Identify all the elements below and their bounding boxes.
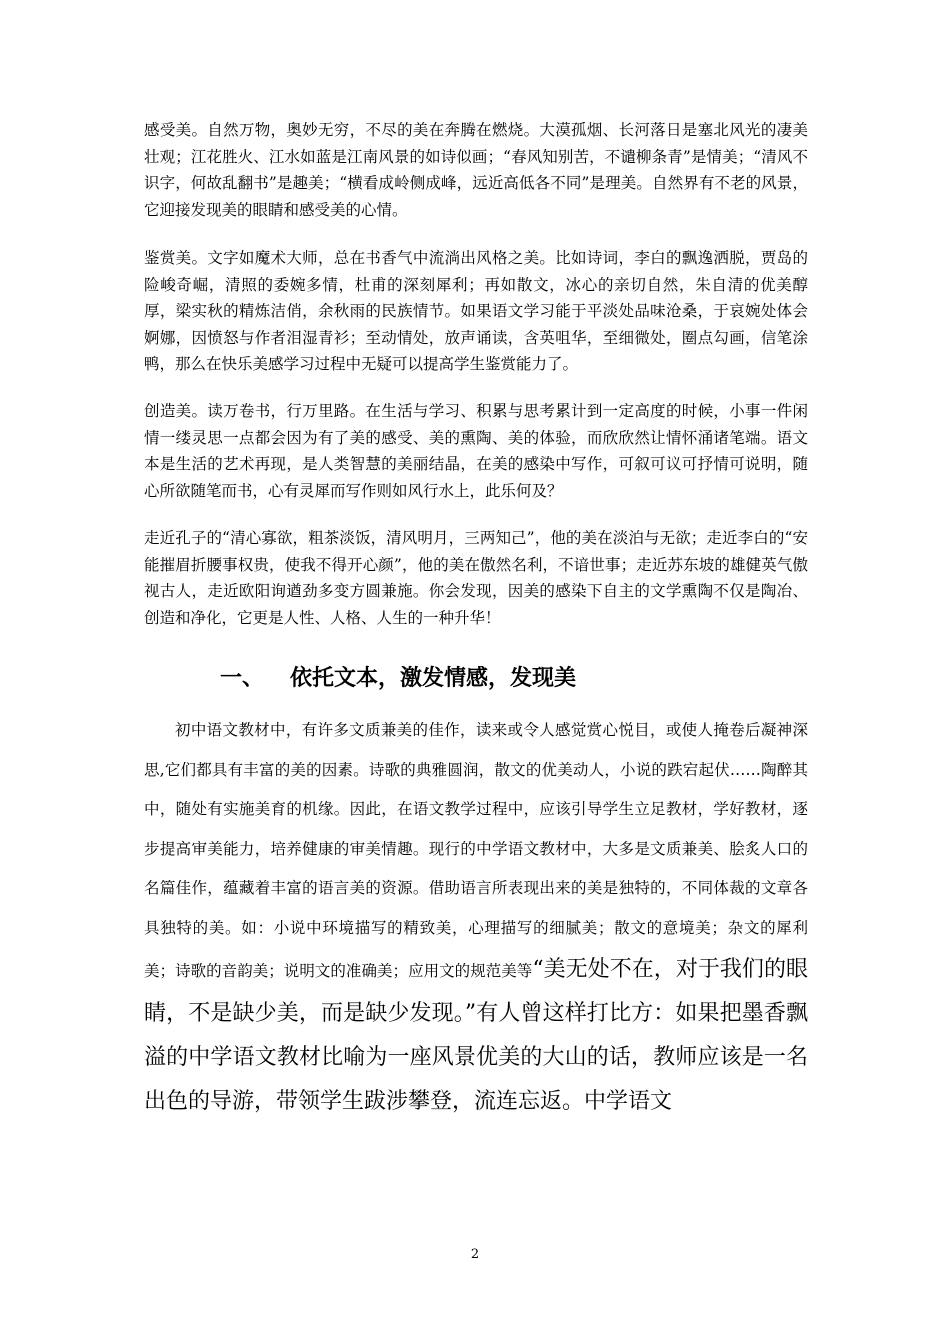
- page-number: 2: [470, 1247, 480, 1262]
- section-body-large-text: “美无处不在，对于我们的眼睛，不是缺少美，而是缺少发现。”有人曾这样打比方：如果把墨香飘溢的中学语文教材比喻为一座风景优美的大山的话，教师应该是一名出色的导游，带领学生跋涉攀登，流连忘返。中学语文: [144, 957, 808, 1114]
- paragraph-create-beauty: 创造美。读万卷书，行万里路。在生活与学习、积累与思考累计到一定高度的时候，小事一件闲情一缕灵思一点都会因为有了美的感受、美的熏陶、美的体验，而欣欣然让情怀涌诸笔端。语文本是生活的艺术再现，是人类智慧的美丽结晶，在美的感染中写作，可叙可议可抒情可说明，随心所欲随笔而书，心有灵犀而写作则如风行水上，此乐何及？: [144, 402, 808, 500]
- paragraph-feel-beauty: 感受美。自然万物，奥妙无穷，不尽的美在奔腾在燃烧。大漠孤烟、长河落日是塞北风光的凄美壮观；江花胜火、江水如蓝是江南风景的如诗似画；“春风知别苦，不谴柳条青”是情美；“清风不识字，何故乱翻书”是趣美；“横看成岭侧成峰，远近高低各不同”是理美。自然界有不老的风景，它迎接发现美的眼睛和感受美的心情。: [144, 121, 808, 219]
- paragraph-approach-classics: 走近孔子的“清心寡欲，粗茶淡饭，清风明月，三两知己”，他的美在淡泊与无欲；走近李白的“安能摧眉折腰事权贵，使我不得开心颜”，他的美在傲然名利，不谙世事；走近苏东坡的雄健英气傲视古人，走近欧阳询遒劲多变方圆兼施。你会发现，因美的感染下自主的文学熏陶不仅是陶冶、创造和净化，它更是人性、人格、人生的一种升华！: [144, 529, 808, 627]
- paragraph-appreciate-beauty: 鉴赏美。文字如魔术大师，总在书香气中流淌出风格之美。比如诗词，李白的飘逸洒脱，贾岛的险峻奇崛，清照的委婉多情，杜甫的深刻犀利；再如散文，冰心的亲切自然，朱自清的优美醇厚，梁实秋的精炼洁俏，余秋雨的民族情节。如果语文学习能于平淡处品味沧桑，于哀婉处体会婀娜，因愤怒与作者泪湿青衫；至动情处，放声诵读，含英咀华，至细微处，圈点勾画，信笔涂鸭，那么在快乐美感学习过程中无疑可以提高学生鉴赏能力了。: [144, 249, 808, 373]
- section-body-text: 初中语文教材中，有许多文质兼美的佳作，读来或令人感觉赏心悦目，或使人掩卷后凝神深思,它们都具有丰富的美的因素。诗歌的典雅圆润，散文的优美动人，小说的跌宕起伏……陶醉其中，随处有实施美育的机缘。因此，在语文教学过程中，应该引导学生立足教材，学好教材，逐步提高审美能力，培养健康的审美情趣。现行的中学语文教材中，大多是文质兼美、脍炙人口的名篇佳作，蕴藏着丰富的语言美的资源。借助语言所表现出来的美是独特的，不同体裁的文章各具独特的美。如：小说中环境描写的精致美，心理描写的细腻美；散文的意境美；杂文的犀利美；诗歌的音韵美；说明文的准确美；应用文的规范美等: [144, 721, 808, 980]
- section-heading: [220, 662, 576, 694]
- section-number: 一、: [220, 665, 265, 691]
- section-body: [144, 711, 808, 1124]
- section-title: 依托文本，激发情感，发现美: [290, 665, 577, 691]
